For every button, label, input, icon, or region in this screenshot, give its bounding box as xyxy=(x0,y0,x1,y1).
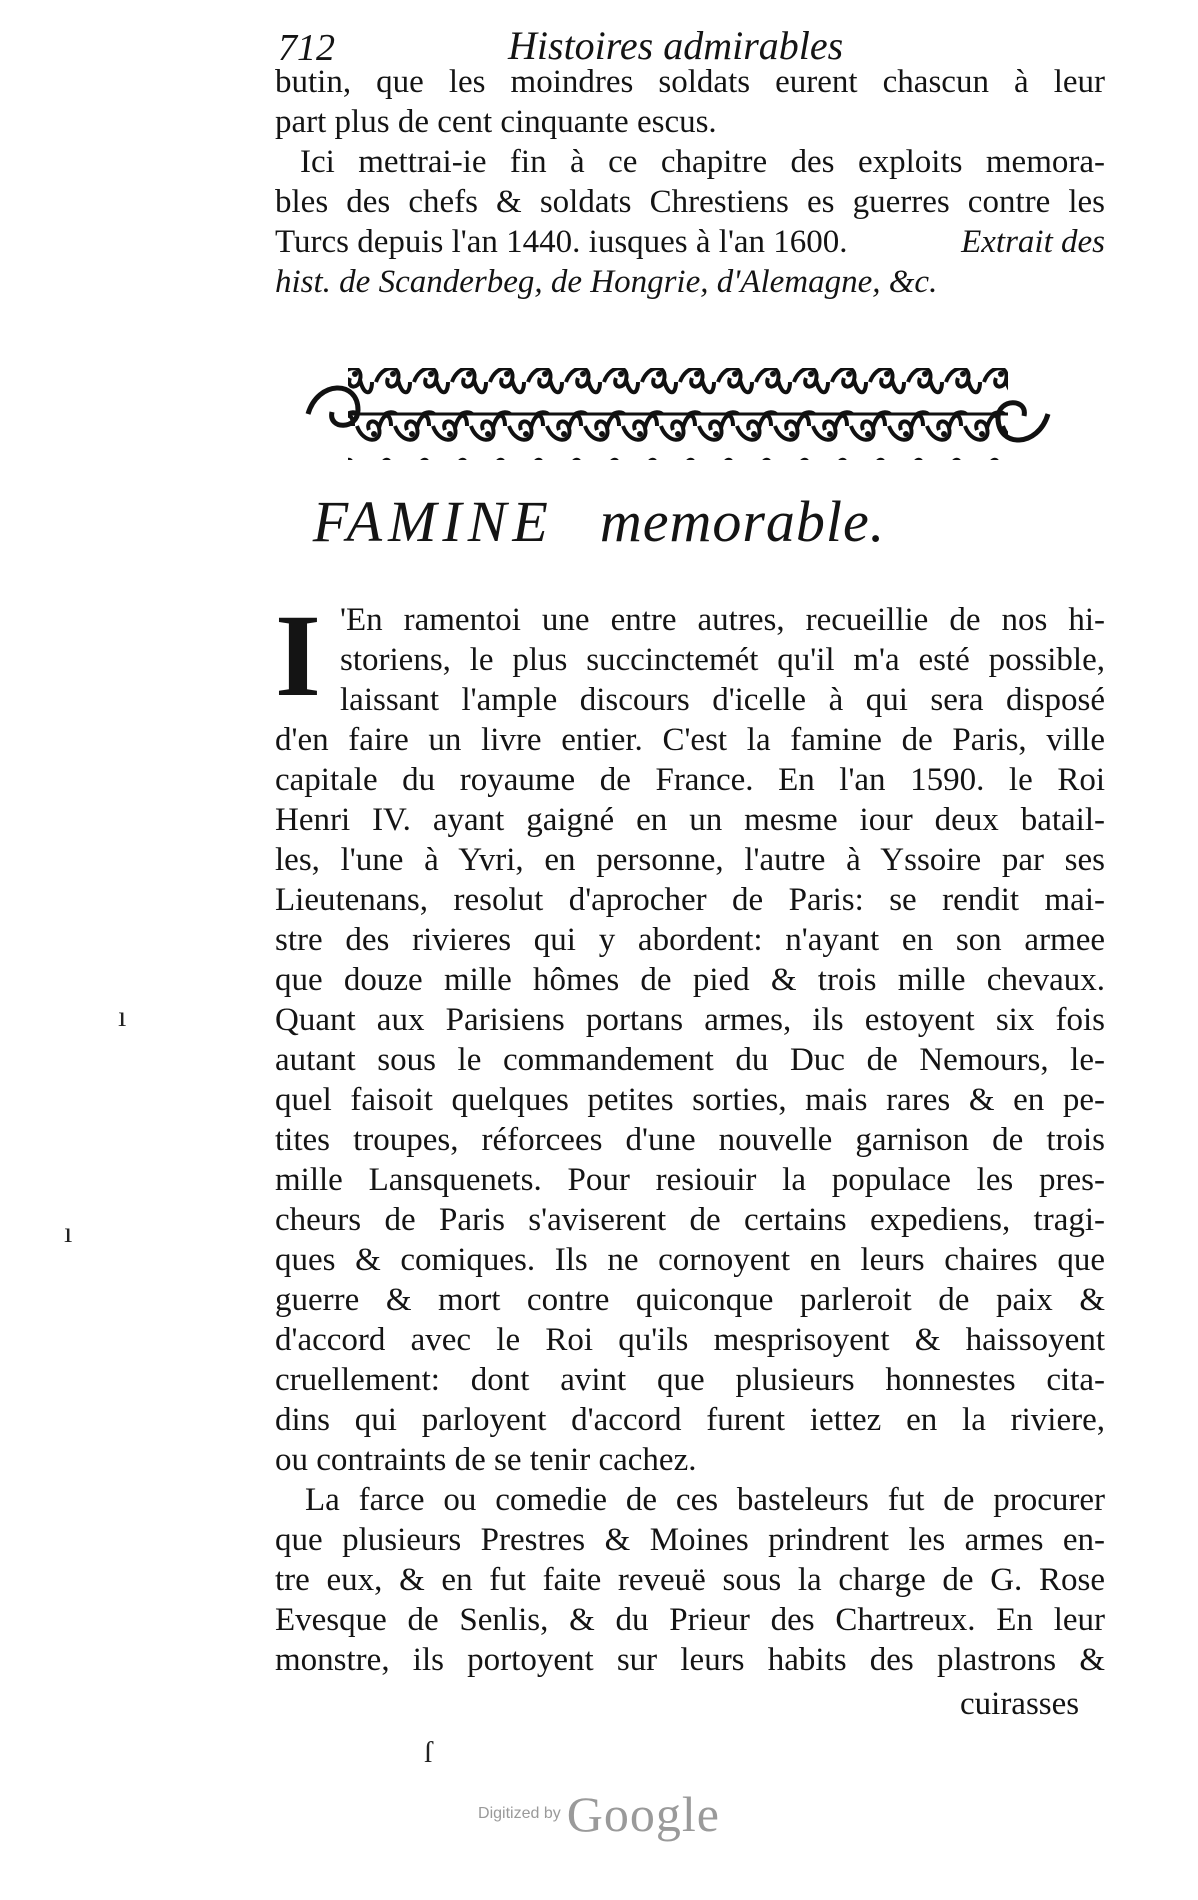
chapter-title-rest: memorable. xyxy=(599,489,886,554)
digitization-watermark xyxy=(0,1785,1198,1843)
catchword: cuirasses xyxy=(960,1686,1080,1722)
text-line: ques & comiques. Ils ne cornoyent en leurs chaires que xyxy=(275,1242,1105,1278)
chapter-title xyxy=(0,488,1198,555)
text-line: cruellement: dont avint que plusieurs honnestes cita- xyxy=(275,1362,1105,1398)
text-line: Henri IV. ayant gaigné en un mesme iour deux batail- xyxy=(275,802,1105,838)
text-line: tre eux, & en fut faite reveuë sous la charge de G. Rose xyxy=(275,1562,1105,1598)
text-line: Ici mettrai-ie fin à ce chapitre des exploits memora- xyxy=(300,144,1105,180)
text-line: Lieutenans, resolut d'aprocher de Paris: se rendit mai- xyxy=(275,882,1105,918)
text-line: dins qui parloyent d'accord furent iettez en la riviere, xyxy=(275,1402,1105,1438)
text-line: autant sous le commandement du Duc de Nemours, le- xyxy=(275,1042,1105,1078)
text-line: tites troupes, réforcees d'une nouvelle garnison de trois xyxy=(275,1122,1105,1158)
text-line: guerre & mort contre quiconque parleroit de paix & xyxy=(275,1282,1105,1318)
google-logo: Google xyxy=(566,1786,720,1842)
text-line: capitale du royaume de France. En l'an 1590. le Roi xyxy=(275,762,1105,798)
page-number: 712 xyxy=(278,27,335,69)
text-line: laissant l'ample discours d'icelle à qui sera disposé xyxy=(340,682,1105,718)
text-line: Evesque de Senlis, & du Prieur des Chartreux. En leur xyxy=(275,1602,1105,1638)
text-line: mille Lansquenets. Pour resiouir la populace les pres- xyxy=(275,1162,1105,1198)
text-line: stre des rivieres qui y abordent: n'ayant en son armee xyxy=(275,922,1105,958)
text-line: part plus de cent cinquante escus. xyxy=(275,104,717,140)
text-line: cheurs de Paris s'aviserent de certains expediens, tragi- xyxy=(275,1202,1105,1238)
source-note-start: Extrait des xyxy=(961,224,1105,260)
text-line: Quant aux Parisiens portans armes, ils estoyent six fois xyxy=(275,1002,1105,1038)
ink-mark: ſ xyxy=(424,1736,433,1769)
text-line: ou contraints de se tenir cachez. xyxy=(275,1442,697,1478)
text-line: les, l'une à Yvri, en personne, l'autre à Yssoire par ses xyxy=(275,842,1105,878)
text-line: monstre, ils portoyent sur leurs habits des plastrons & xyxy=(275,1642,1105,1678)
ink-mark: ı xyxy=(64,1216,73,1249)
text-line: butin, que les moindres soldats eurent chascun à leur xyxy=(275,64,1105,100)
text-line: La farce ou comedie de ces basteleurs fut de procurer xyxy=(305,1482,1105,1518)
text-line: Turcs depuis l'an 1440. iusques à l'an 1600. xyxy=(275,224,848,260)
text-line: quel faisoit quelques petites sorties, mais rares & en pe- xyxy=(275,1082,1105,1118)
running-title: Histoires admirables xyxy=(508,23,844,68)
text-line: bles des chefs & soldats Chrestiens es guerres contre les xyxy=(275,184,1105,220)
text-line: storiens, le plus succinctemét qu'il m'a esté possible, xyxy=(340,642,1105,678)
text-line: d'en faire un livre entier. C'est la famine de Paris, ville xyxy=(275,722,1105,758)
text-line: 'En ramentoi une entre autres, recueillie de nos hi- xyxy=(340,602,1105,638)
text-line: que douze mille hômes de pied & trois mille chevaux. xyxy=(275,962,1105,998)
ink-mark: ı xyxy=(118,1000,127,1033)
drop-cap-initial: I xyxy=(275,590,321,721)
decorative-headpiece-ornament xyxy=(298,360,1058,468)
source-note: hist. de Scanderbeg, de Hongrie, d'Alemagne, &c. xyxy=(275,264,938,300)
text-line: que plusieurs Prestres & Moines prindrent les armes en- xyxy=(275,1522,1105,1558)
text-line: d'accord avec le Roi qu'ils mesprisoyent & haissoyent xyxy=(275,1322,1105,1358)
chapter-title-caps: FAMINE xyxy=(312,489,554,554)
digitized-by-label: Digitized by xyxy=(478,1805,561,1822)
